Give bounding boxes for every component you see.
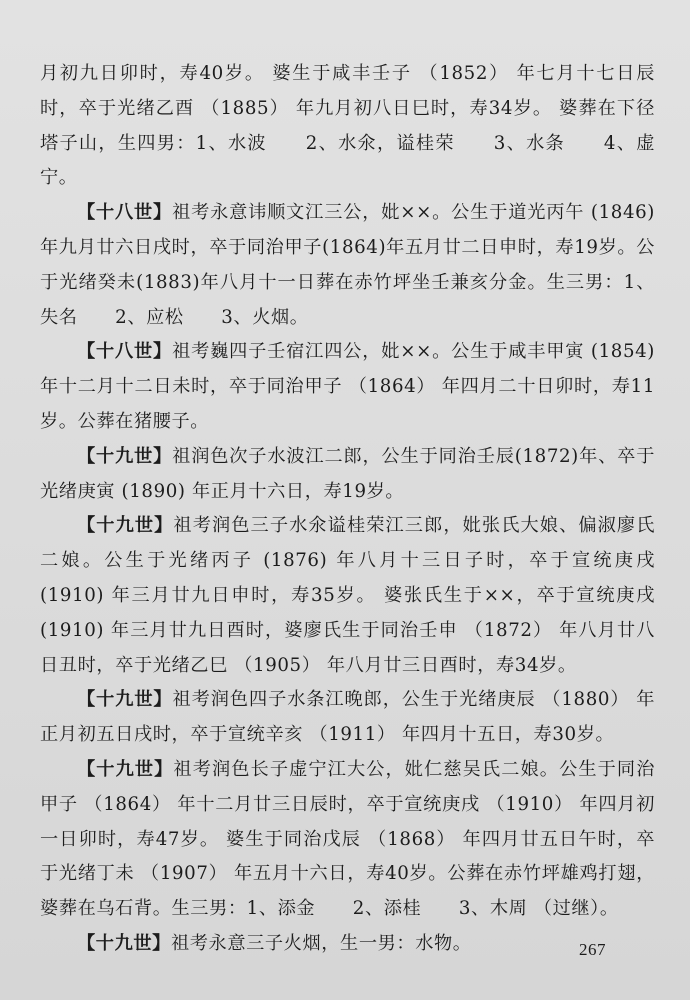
entry-text: 祖考润色长子虚宁江大公，妣仁慈吴氏二娘。公生于同治甲子 （1864） 年十二月廿三日辰时，卒于宣统庚戌 （1910） 年四月初一日卯时，寿47岁。 婆生于同治戊辰 （1868） 年四月廿五日午时，卒于光绪丁未 （1907） 年五月十六日，寿40岁。公葬在赤竹坪雄鸡打翅，婆葬在乌石背。生三男：1、添金 2、添桂 3、木周 （过继）。: [40, 758, 655, 920]
entry-text: 祖考润色四子水条江晚郎，公生于光绪庚辰 （1880） 年正月初五日戌时，卒于宣统辛亥 （1911） 年四月十五日，寿30岁。: [40, 689, 655, 746]
page-number: 267: [579, 940, 606, 959]
generation-tag: 【十八世】: [77, 341, 173, 363]
generation-tag: 【十九世】: [77, 758, 174, 780]
genealogy-entry: [40, 753, 655, 927]
entry-text: 祖考巍四子壬宿江四公，妣××。公生于咸丰甲寅 (1854) 年十二月十二日未时，卒于同治甲子 （1864） 年四月二十日卯时，寿11岁。公葬在猪腰子。: [40, 341, 655, 432]
genealogy-entry: [40, 509, 655, 683]
entry-text: 祖考永意讳顺文江三公，妣××。公生于道光丙午 (1846) 年九月廿六日戌时，卒于同治甲子(1864)年五月廿二日申时，寿19岁。公于光绪癸未(1883)年八月十一日葬在赤竹坪坐壬兼亥分金。生三男：1、失名 2、应松 3、火烟。: [40, 202, 655, 328]
genealogy-entry: [40, 927, 655, 962]
generation-tag: 【十九世】: [77, 445, 173, 467]
paragraph-continuation: [40, 57, 655, 196]
genealogy-entry: [40, 440, 655, 510]
paragraph-text: 月初九日卯时，寿40岁。 婆生于咸丰壬子 （1852） 年七月十七日辰时，卒于光绪乙酉 （1885） 年九月初八日巳时，寿34岁。 婆葬在下径塔子山，生四男：1、水波 2、水氽，谥桂荣 3、水条 4、虚宁。: [40, 63, 655, 189]
generation-tag: 【十九世】: [77, 515, 174, 537]
genealogy-entry: [40, 335, 655, 439]
generation-tag: 【十九世】: [77, 689, 173, 711]
page-body-text: [40, 57, 655, 962]
genealogy-entry: [40, 683, 655, 753]
generation-tag: 【十九世】: [77, 932, 171, 954]
entry-text: 祖润色次子水波江二郎，公生于同治壬辰(1872)年、卒于光绪庚寅 (1890) 年正月十六日，寿19岁。: [40, 445, 655, 502]
generation-tag: 【十八世】: [77, 202, 173, 224]
genealogy-entry: [40, 196, 655, 335]
entry-text: 祖考永意三子火烟，生一男：水物。: [170, 932, 472, 954]
entry-text: 祖考润色三子水氽谥桂荣江三郎，妣张氏大娘、偏淑廖氏二娘。公生于光绪丙子 (1876) 年八月十三日子时，卒于宣统庚戌 (1910) 年三月廿九日申时，寿35岁。 婆张氏生于××，卒于宣统庚戌 (1910) 年三月廿九日酉时，婆廖氏生于同治壬申 （1872） 年八月廿八日丑时，卒于光绪乙巳 （1905） 年八月廿三日酉时，寿34岁。: [40, 515, 655, 676]
